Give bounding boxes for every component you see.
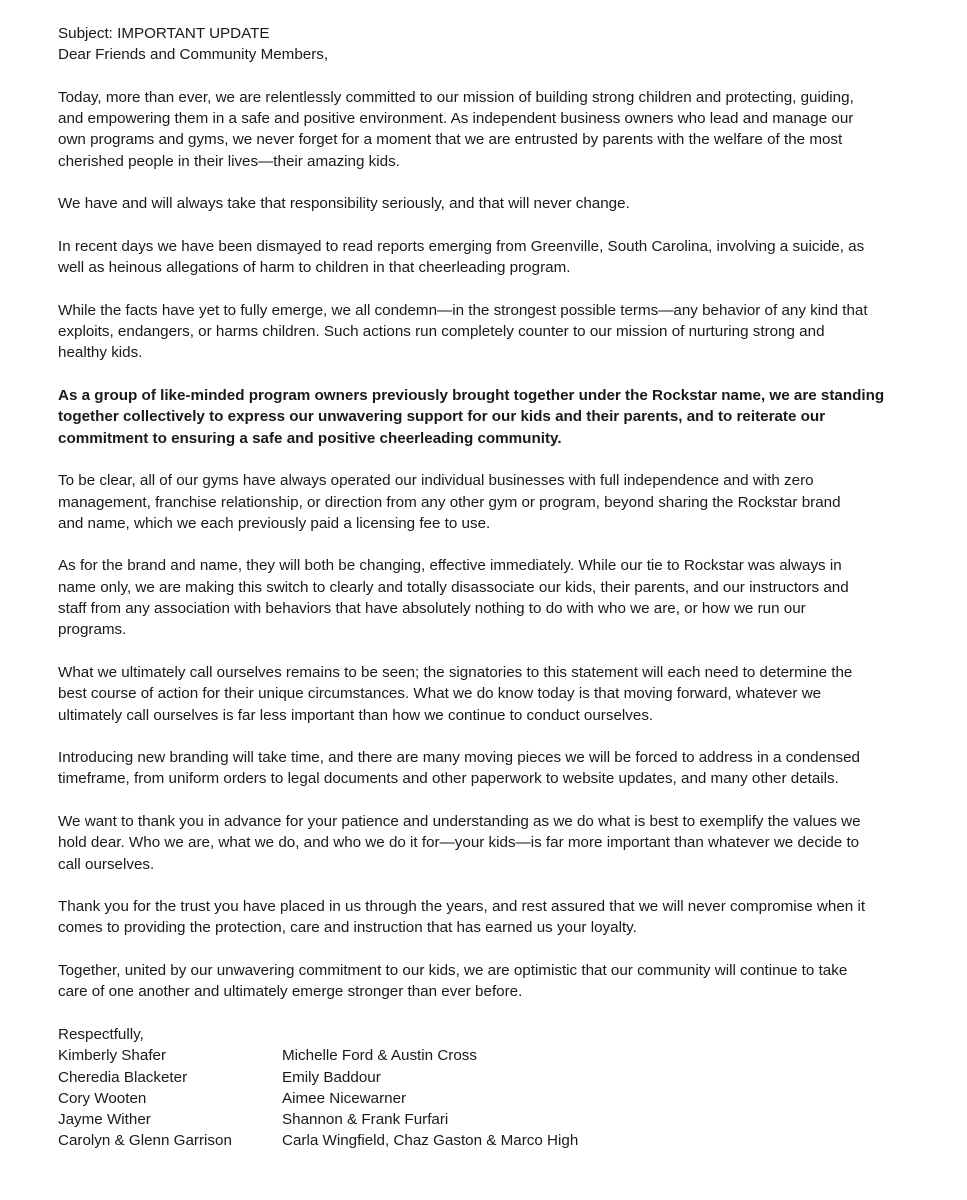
signatory-name: Carolyn & Glenn Garrison — [58, 1132, 232, 1150]
signatory-name: Kimberly Shafer — [58, 1047, 167, 1065]
paragraph-line: Thank you for the trust you have placed in us through the years, and rest assured that we will never compromise when it — [58, 898, 866, 916]
paragraph-line: and name, which we each previously paid a licensing fee to use. — [58, 514, 491, 532]
paragraph-line: Today, more than ever, we are relentlessly committed to our mission of building strong children and protecting, guiding, — [58, 88, 854, 106]
paragraph-line: In recent days we have been dismayed to read reports emerging from Greenville, South Carolina, involving a suicide, as — [58, 237, 865, 255]
paragraph-line: Introducing new branding will take time, and there are many moving pieces we will be forced to address in a condensed — [58, 749, 861, 767]
paragraph-line: staff from any association with behaviors that have absolutely nothing to do with who we are, or how we run our — [58, 600, 806, 618]
paragraph-line: commitment to ensuring a safe and positive cheerleading community. — [58, 429, 562, 447]
paragraph — [58, 87, 918, 172]
paragraph-line: hold dear. Who we are, what we do, and who we do it for—your kids—is far more important than whatever we decide to — [58, 834, 860, 852]
paragraph-line: We want to thank you in advance for your patience and understanding as we do what is best to exemplify the values we — [58, 812, 861, 830]
paragraph-line: care of one another and ultimately emerge stronger than ever before. — [58, 983, 523, 1001]
signatory-name: Emily Baddour — [282, 1068, 381, 1086]
signatory-list — [58, 1045, 918, 1151]
paragraph-line: call ourselves. — [58, 855, 155, 873]
closing: Respectfully, — [58, 1025, 144, 1043]
paragraph — [58, 662, 918, 726]
paragraph-line: and empowering them in a safe and positive environment. As independent business owners who lead and manage our — [58, 110, 854, 128]
signatory-name: Michelle Ford & Austin Cross — [282, 1047, 477, 1065]
salutation: Dear Friends and Community Members, — [58, 46, 329, 64]
paragraph-line: We have and will always take that responsibility seriously, and that will never change. — [58, 195, 630, 213]
paragraph — [58, 896, 918, 939]
paragraph-line: management, franchise relationship, or direction from any other gym or program, beyond sharing the Rockstar brand — [58, 493, 841, 511]
paragraph-line: together collectively to express our unwavering support for our kids and their parents, and to reiterate our — [58, 408, 826, 426]
signatory-name: Aimee Nicewarner — [282, 1089, 407, 1107]
signatory-name: Shannon & Frank Furfari — [282, 1111, 449, 1129]
letter-header — [58, 23, 918, 66]
paragraph — [58, 747, 918, 790]
signatory-name: Cheredia Blacketer — [58, 1068, 188, 1086]
paragraph — [58, 960, 918, 1003]
paragraph-line: healthy kids. — [58, 344, 143, 362]
paragraph-line: What we ultimately call ourselves remains to be seen; the signatories to this statement will each need to determine the — [58, 663, 853, 681]
letter-document — [58, 23, 918, 1152]
paragraph-line: While the facts have yet to fully emerge, we all condemn—in the strongest possible terms—any behavior of any kind that — [58, 301, 868, 319]
paragraph-line: timeframe, from uniform orders to legal documents and other paperwork to website updates, and many other details. — [58, 770, 839, 788]
paragraph-line: comes to providing the protection, care and instruction that has earned us your loyalty. — [58, 919, 637, 937]
signatory-name: Jayme Wither — [58, 1111, 151, 1129]
signatory-name: Cory Wooten — [58, 1089, 147, 1107]
paragraph — [58, 811, 918, 875]
signature-block — [58, 1024, 918, 1152]
paragraph-line: own programs and gyms, we never forget for a moment that we are entrusted by parents with the welfare of the most — [58, 131, 843, 149]
paragraph-line: As for the brand and name, they will both be changing, effective immediately. While our tie to Rockstar was always in — [58, 557, 842, 575]
paragraph-line: name only, we are making this switch to clearly and totally disassociate our kids, their parents, and our instructors and — [58, 578, 849, 596]
paragraph — [58, 300, 918, 364]
paragraph-line: programs. — [58, 621, 127, 639]
paragraph — [58, 555, 918, 640]
letter-body — [58, 87, 918, 1003]
header-spacer — [58, 66, 918, 87]
paragraph-line: best course of action for their unique circumstances. What we do know today is that moving forward, whatever we — [58, 685, 822, 703]
paragraph — [58, 193, 918, 214]
paragraph-line: As a group of like-minded program owners previously brought together under the Rockstar name, we are standing — [58, 387, 885, 405]
signatory-name: Carla Wingfield, Chaz Gaston & Marco High — [282, 1132, 579, 1150]
subject-line: Subject: IMPORTANT UPDATE — [58, 25, 270, 42]
paragraph — [58, 385, 918, 449]
paragraph-line: cherished people in their lives—their amazing kids. — [58, 152, 400, 170]
paragraph-line: Together, united by our unwavering commitment to our kids, we are optimistic that our community will continue to take — [58, 962, 848, 980]
paragraph-line: ultimately call ourselves is far less important than how we continue to conduct ourselves. — [58, 706, 654, 724]
paragraph-line: exploits, endangers, or harms children. Such actions run completely counter to our mission of nurturing strong and — [58, 323, 825, 341]
paragraph — [58, 236, 918, 279]
paragraph — [58, 470, 918, 534]
paragraph-line: well as heinous allegations of harm to children in that cheerleading program. — [58, 259, 571, 277]
paragraph-line: To be clear, all of our gyms have always operated our individual businesses with full independence and with zero — [58, 472, 814, 490]
